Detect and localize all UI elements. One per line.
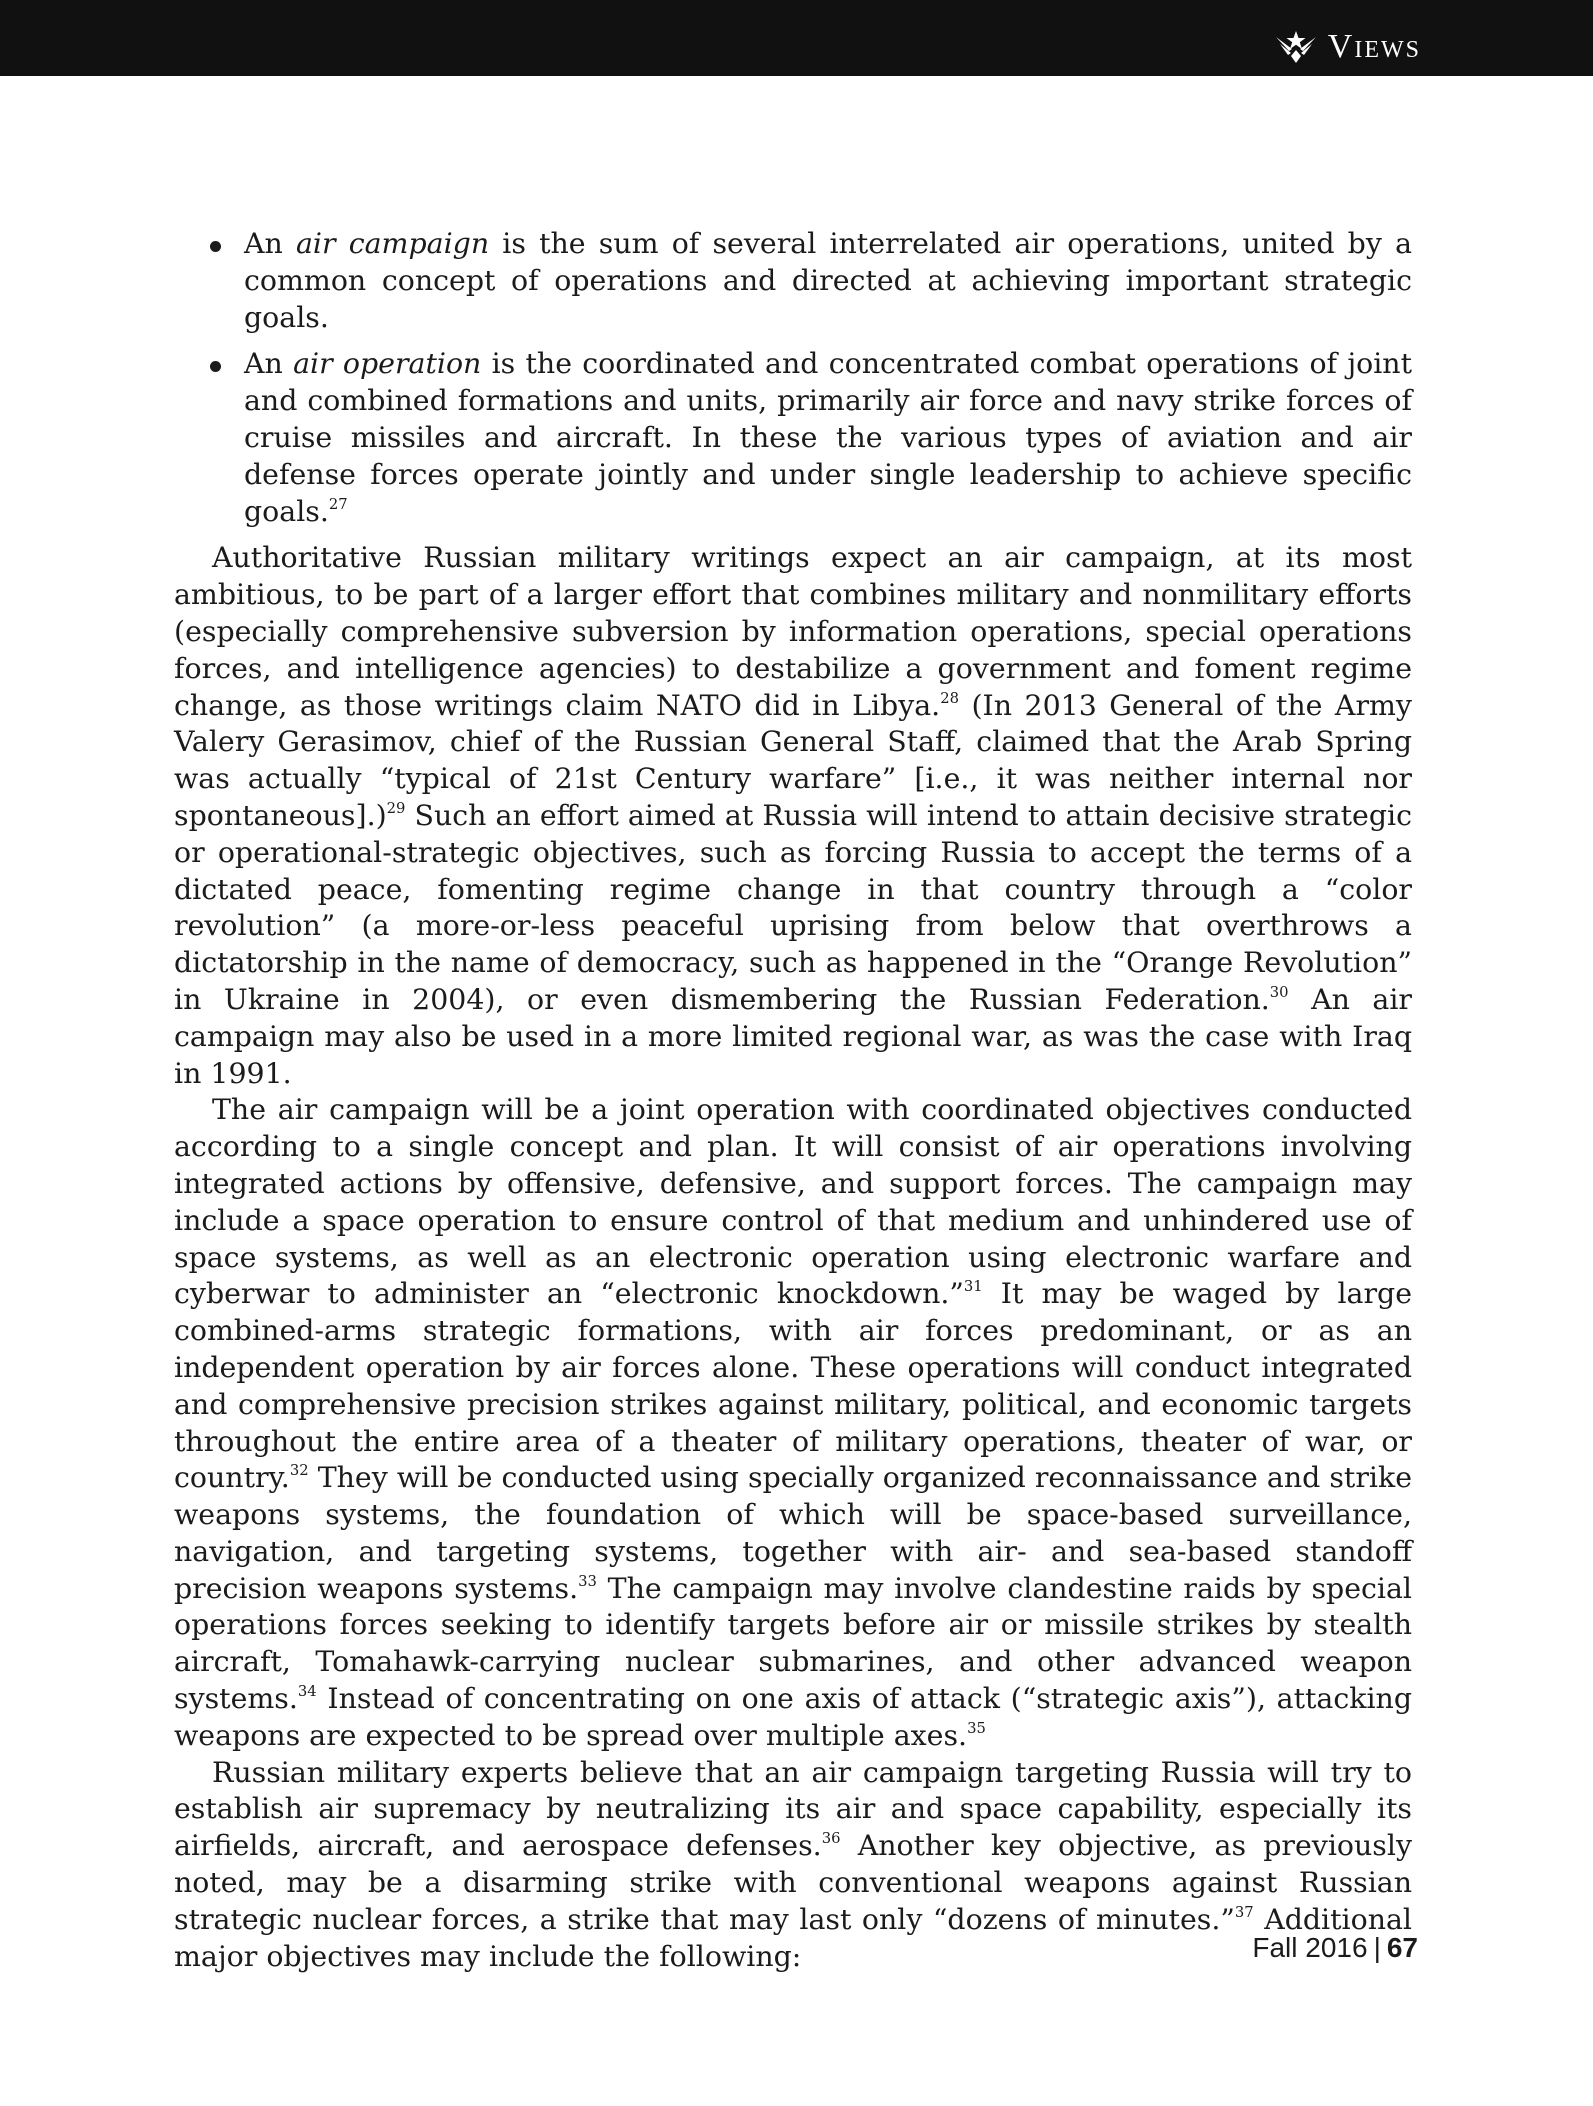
definition-term: air campaign <box>295 227 490 260</box>
definition-lead: An <box>244 347 294 381</box>
text-run: Such an effort aimed at Russia will intend to attain decisive strategic or operational-strategic objectives, such as forcing Russia to accept the terms of a dictated peace, fomenting regime change in that country through a “color revolution” (a more-or-less peaceful uprising from below that overthrows a dictatorship in the name of democracy, such as happened in the “Orange Revolution” in Ukraine in 2004), or even dismembering the Russian Federation. <box>174 798 1412 1016</box>
text-run: The air campaign will be a joint operation with coordinated objectives conducted according to a single concept and plan. It will consist of air operations involving integrated actions by offensive, defensive, and support forces. The campaign may include a space operation to ensure control of that medium and unhindered use of space systems, as well as an electronic operation using electronic warfare and cyberwar to administer an “electronic knockdown.” <box>174 1093 1412 1311</box>
footnote-ref[interactable]: 29 <box>386 800 406 818</box>
text-run: Authoritative Russian military writings expect an air campaign, at its most ambitious, to be part of a larger effort that combines military and nonmilitary efforts (especially comprehensive subversion by information operations, special operations forces, and intelligence agencies) to destabilize a government and foment regime change, as those writings claim NATO did in Libya. <box>174 541 1412 722</box>
footnote-ref[interactable]: 34 <box>297 1683 317 1701</box>
page-number: 67 <box>1386 1932 1418 1963</box>
definition-term: air operation <box>293 347 482 381</box>
text-run: It may be waged by large combined-arms strategic formations, with air forces predominant, or as an independent operation by air forces alone. These operations will conduct integrated and comprehensive precision strikes against military, political, and economic targets throughout the entire area of a theater of military operations, theater of war, or country. <box>174 1277 1413 1495</box>
footnote-ref[interactable]: 27 <box>328 495 348 513</box>
definition-item <box>174 226 1412 336</box>
page-footer <box>1252 1932 1418 1964</box>
bullet-icon <box>210 361 221 372</box>
header-brand <box>1274 27 1421 67</box>
footnote-ref[interactable]: 30 <box>1269 984 1289 1002</box>
footnote-ref[interactable]: 35 <box>967 1720 986 1738</box>
bullet-icon <box>210 241 221 252</box>
air-force-wings-icon <box>1274 29 1318 65</box>
definition-text: is the coordinated and concentrated combat operations of joint and combined formations and units, primarily air force and navy strike forces of cruise missiles and aircraft. In these the various types of aviation and air defense forces operate jointly and under single leadership to achieve specific goals. <box>244 347 1412 528</box>
text-run: They will be conducted using specially organized reconnaissance and strike weapons systems, the foundation of which will be space-based surveillance, navigation, and targeting systems, together with air- and sea-based standoff precision weapons systems. <box>174 1461 1412 1605</box>
footnote-ref[interactable]: 37 <box>1234 1904 1254 1922</box>
definition-list <box>174 226 1412 530</box>
text-run: (In 2013 General of the Army Valery Gerasimov, chief of the Russian General Staff, claimed that the Arab Spring was actually “typical of 21st Century warfare” [i.e., it was neither internal nor spontaneous].) <box>174 688 1412 832</box>
footnote-ref[interactable]: 36 <box>821 1830 841 1848</box>
section-label: Views <box>1327 28 1421 65</box>
definition-lead: An <box>244 227 296 260</box>
issue-label: Fall 2016 <box>1252 1932 1368 1963</box>
article-body <box>174 226 1412 1975</box>
body-paragraph <box>174 1092 1412 1754</box>
text-run: Instead of concentrating on one axis of attack (“strategic axis”), attacking weapons are expected to be spread over multiple axes. <box>174 1682 1412 1752</box>
footnote-ref[interactable]: 28 <box>940 689 959 707</box>
body-paragraph <box>174 1755 1412 1976</box>
footnote-ref[interactable]: 31 <box>963 1278 983 1296</box>
definition-item <box>174 346 1412 530</box>
footer-separator: | <box>1373 1932 1381 1963</box>
footnote-ref[interactable]: 32 <box>289 1462 309 1480</box>
text-run: Additional major objectives may include the following: <box>174 1902 1412 1973</box>
text-run: Another key objective, as previously noted, may be a disarming strike with conventional weapons against Russian strategic nuclear forces, a strike that may last only “dozens of minutes.” <box>174 1829 1412 1936</box>
definition-text: is the sum of several interrelated air operations, united by a common concept of operations and directed at achieving important strategic goals. <box>244 227 1412 334</box>
text-run: The campaign may involve clandestine raids by special operations forces seeking to identify targets before air or missile strikes by stealth aircraft, Tomahawk-carrying nuclear submarines, and other advanced weapon systems. <box>174 1571 1412 1716</box>
text-run: Russian military experts believe that an air campaign targeting Russia will try to establish air supremacy by neutralizing its air and space capability, especially its airfields, aircraft, and aerospace defenses. <box>174 1755 1412 1863</box>
body-paragraph <box>174 540 1412 1092</box>
header-bar <box>0 0 1593 76</box>
footnote-ref[interactable]: 33 <box>578 1572 597 1590</box>
text-run: An air campaign may also be used in a more limited regional war, as was the case with Iraq in 1991. <box>174 982 1413 1090</box>
